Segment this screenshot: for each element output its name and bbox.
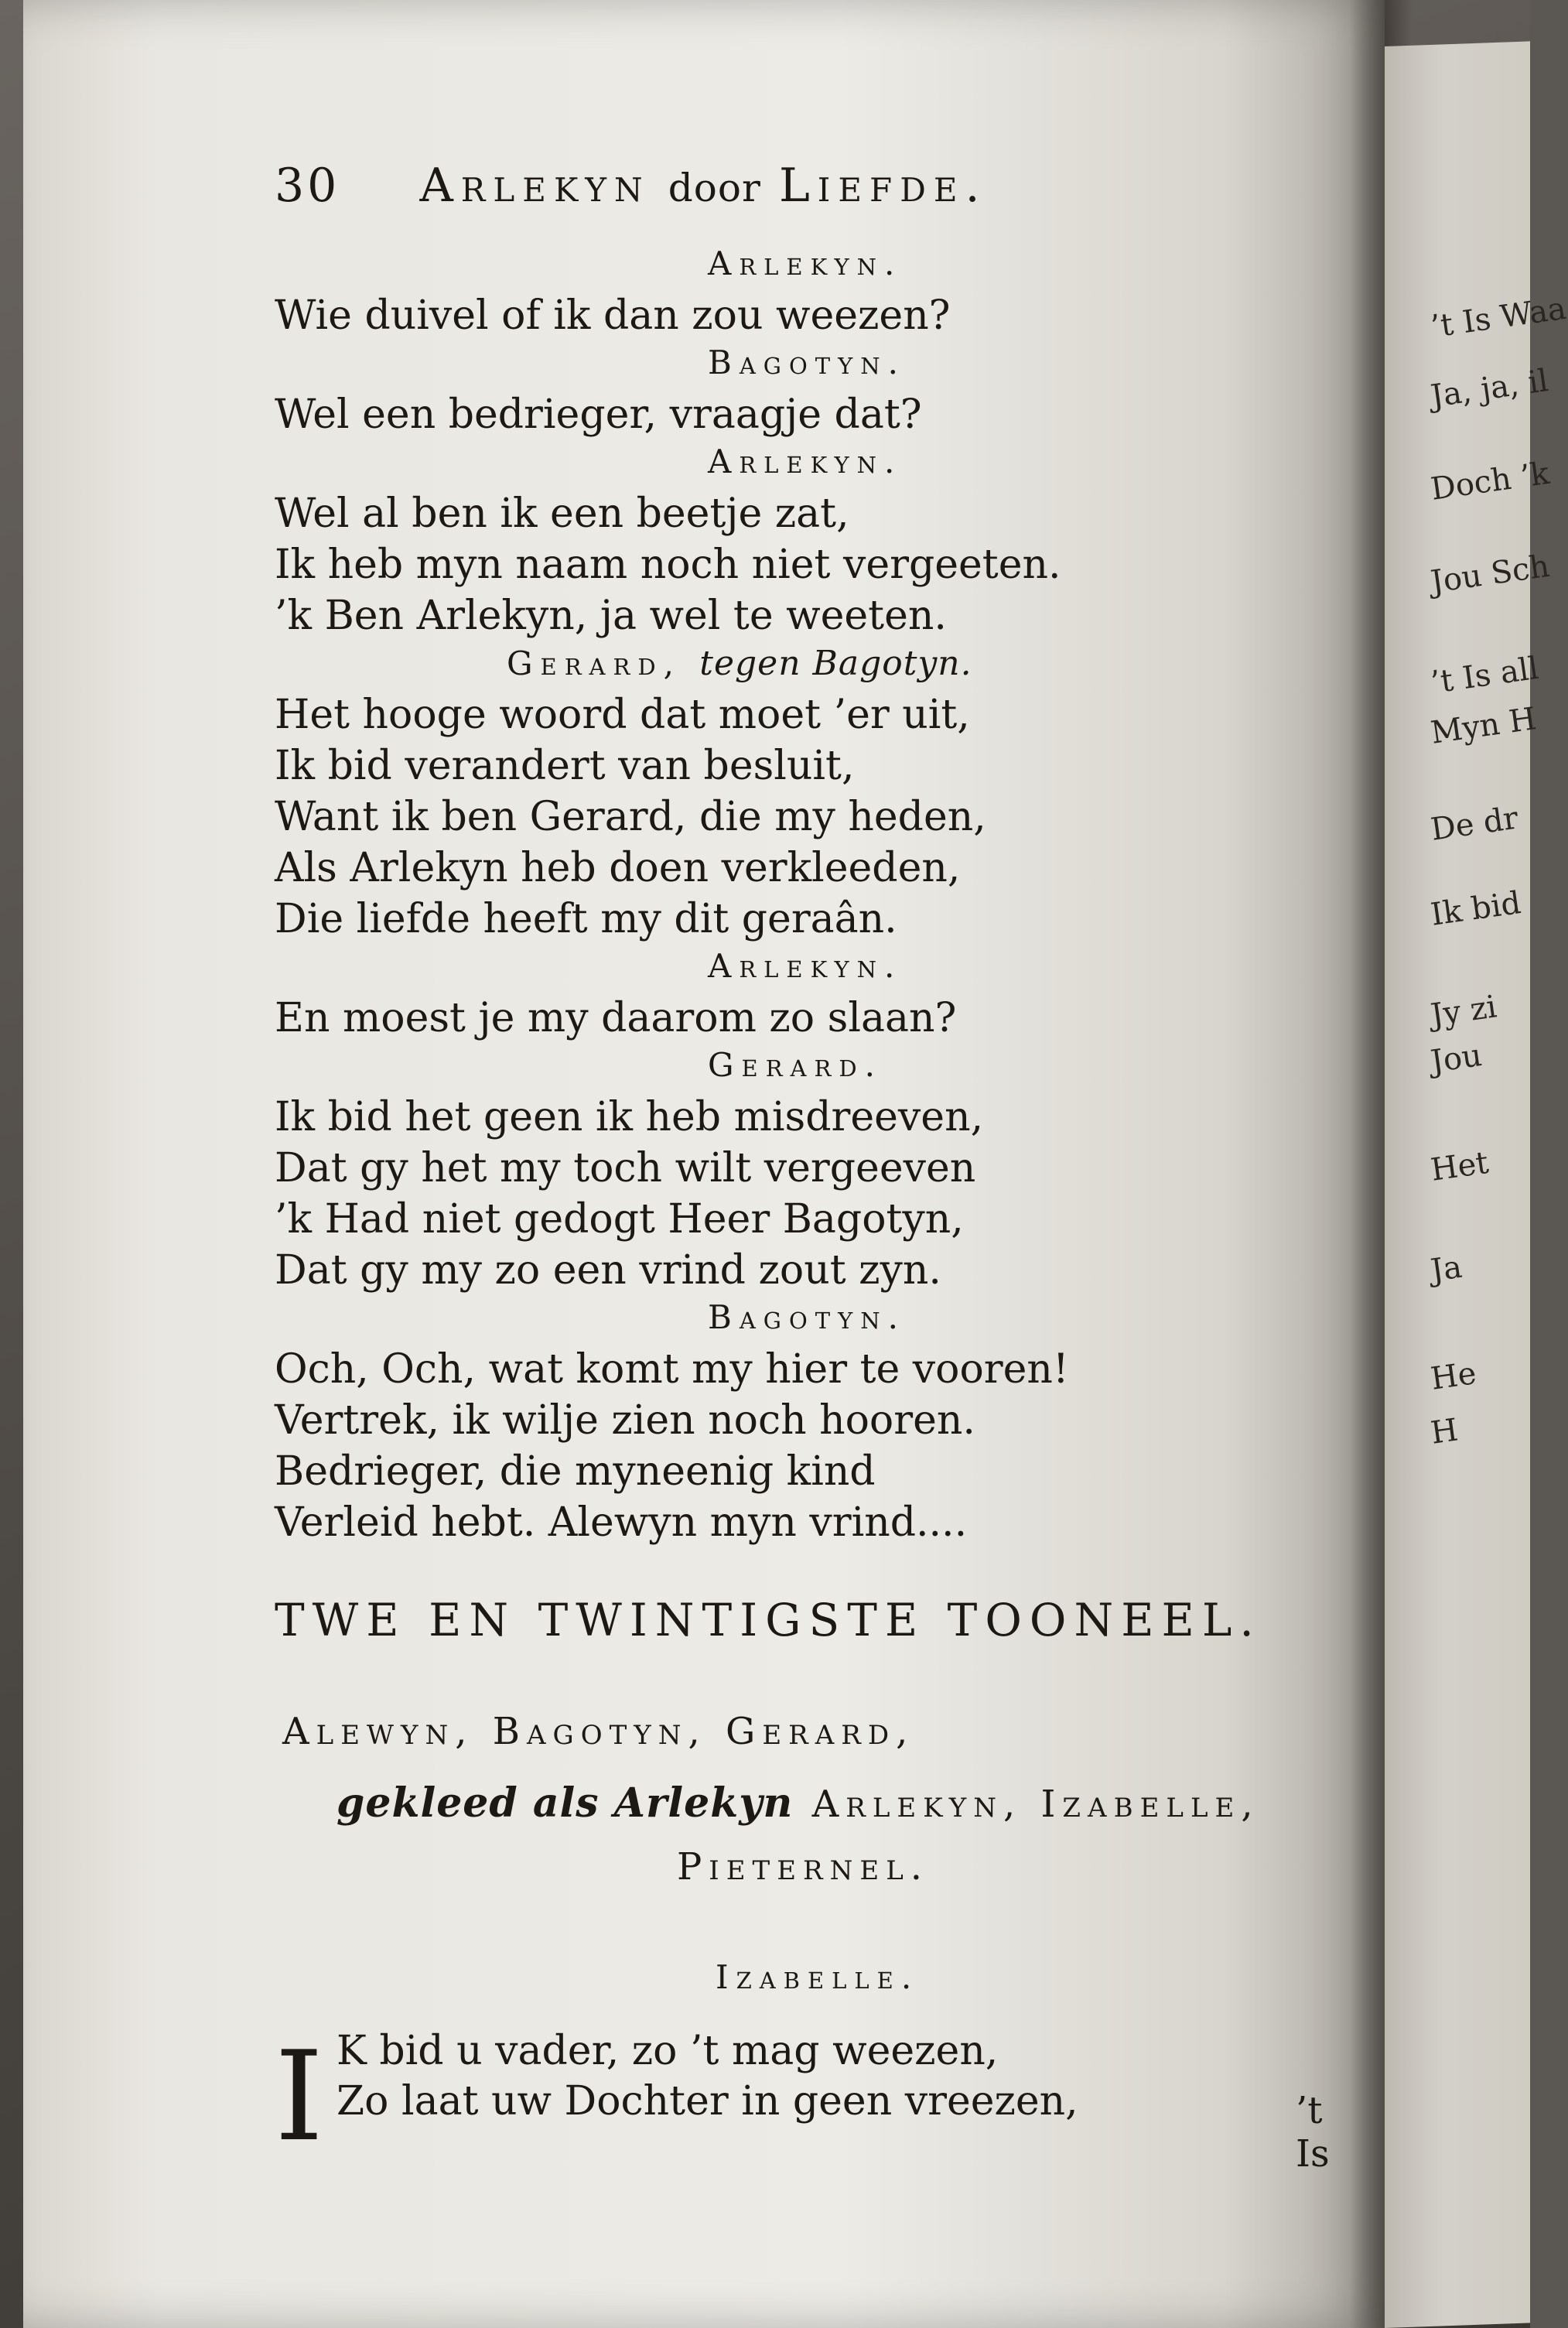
verse-line: Wel een bedrieger, vraagje dat? xyxy=(275,391,922,438)
facing-page-fragment: Ja xyxy=(1428,1249,1464,1289)
verse-line: En moest je my daarom zo slaan? xyxy=(275,995,957,1041)
verse-line: Wel al ben ik een beetje zat, xyxy=(275,491,849,537)
page-number: 30 xyxy=(275,159,340,213)
verse-line: Bedrieger, die myneenig kind xyxy=(275,1448,876,1495)
cast-line-1: Alewyn, Bagotyn, Gerard, xyxy=(282,1710,915,1753)
scene-heading: TWE EN TWINTIGSTE TOONEEL. xyxy=(275,1594,1262,1646)
speaker-label: Bagotyn. xyxy=(708,344,906,381)
running-title-liefde: Liefde. xyxy=(778,159,988,213)
verse-line: Ik heb myn naam noch niet vergeeten. xyxy=(275,542,1061,588)
verse-line: K bid u vader, zo ’t mag weezen, xyxy=(336,2028,999,2074)
facing-page-fragment: Het xyxy=(1428,1144,1491,1188)
page-text xyxy=(275,0,1358,2328)
speaker-name xyxy=(708,443,903,480)
speaker-name xyxy=(708,1298,906,1336)
speaker-label: Gerard. xyxy=(708,1046,883,1084)
verse-line: Die liefde heeft my dit geraân. xyxy=(275,896,897,942)
facing-page-fragment: H xyxy=(1428,1412,1460,1451)
verse-line: Dat gy het my toch wilt vergeeven xyxy=(275,1145,976,1191)
facing-page-fragment: He xyxy=(1428,1355,1479,1397)
verse-line: Zo laat uw Dochter in geen vreezen, xyxy=(336,2078,1078,2125)
speaker-izabelle: Izabelle. xyxy=(716,1958,920,1996)
facing-page-fragment: Ja, ja, il xyxy=(1428,362,1551,415)
catchword: ’t Is xyxy=(1296,2089,1330,2176)
facing-page-fragment: Ik bid xyxy=(1428,884,1523,933)
verse-line: Het hooge woord dat moet ’er uit, xyxy=(275,692,970,738)
speaker-name xyxy=(708,344,906,381)
speaker-label: Arlekyn. xyxy=(708,947,903,985)
verse-line: Wie duivel of ik dan zou weezen? xyxy=(275,292,951,339)
speaker-name xyxy=(708,1046,883,1084)
running-title-door: door xyxy=(668,166,761,210)
verse-line: Vertrek, ik wilje zien noch hooren. xyxy=(275,1397,975,1444)
running-title-arlekyn: Arlekyn xyxy=(419,159,651,213)
speaker-label: Arlekyn. xyxy=(708,244,903,282)
facing-page-fragment: ’t Is Waa xyxy=(1428,290,1568,345)
cast-line-3: Pieternel. xyxy=(677,1845,930,1889)
speaker-label: Gerard, xyxy=(507,644,682,682)
speaker-label: Bagotyn. xyxy=(708,1298,906,1336)
verse-line: ’k Had niet gedogt Heer Bagotyn, xyxy=(275,1196,964,1243)
verse-line: Ik bid verandert van besluit, xyxy=(275,743,855,789)
verse-line: Och, Och, wat komt my hier te vooren! xyxy=(275,1346,1069,1393)
speaker-name xyxy=(708,244,903,282)
cast-line-2 xyxy=(336,1779,1260,1827)
facing-page-fragment: Jou xyxy=(1428,1038,1484,1080)
facing-page-fragment: ’t Is all xyxy=(1428,650,1541,701)
running-head xyxy=(275,159,988,213)
cast-line-2-rest: Arlekyn, Izabelle, xyxy=(811,1783,1260,1826)
facing-page-fragment: De dr xyxy=(1428,800,1521,848)
speaker-label: Arlekyn. xyxy=(708,443,903,480)
verse-line: Want ik ben Gerard, die my heden, xyxy=(275,794,986,840)
stage-direction: tegen Bagotyn. xyxy=(699,644,972,683)
verse-line: ’k Ben Arlekyn, ja wel te weeten. xyxy=(275,593,947,639)
facing-page-fragment: Myn H xyxy=(1428,701,1539,751)
speaker-name xyxy=(708,947,903,985)
facing-page-fragment: Doch ’k xyxy=(1428,455,1552,508)
verse-line: Ik bid het geen ik heb misdreeven, xyxy=(275,1094,984,1140)
speaker-name xyxy=(507,644,972,683)
verse-line: Verleid hebt. Alewyn myn vrind.... xyxy=(275,1499,968,1546)
cast-direction: gekleed als Arlekyn xyxy=(336,1779,794,1827)
verse-line: Dat gy my zo een vrind zout zyn. xyxy=(275,1247,941,1294)
verse-line: Als Arlekyn heb doen verkleeden, xyxy=(275,845,961,891)
facing-page-fragment: Jy zi xyxy=(1428,989,1499,1034)
facing-page-fragment: Jou Sch xyxy=(1428,548,1552,600)
drop-cap: I xyxy=(275,2024,324,2169)
